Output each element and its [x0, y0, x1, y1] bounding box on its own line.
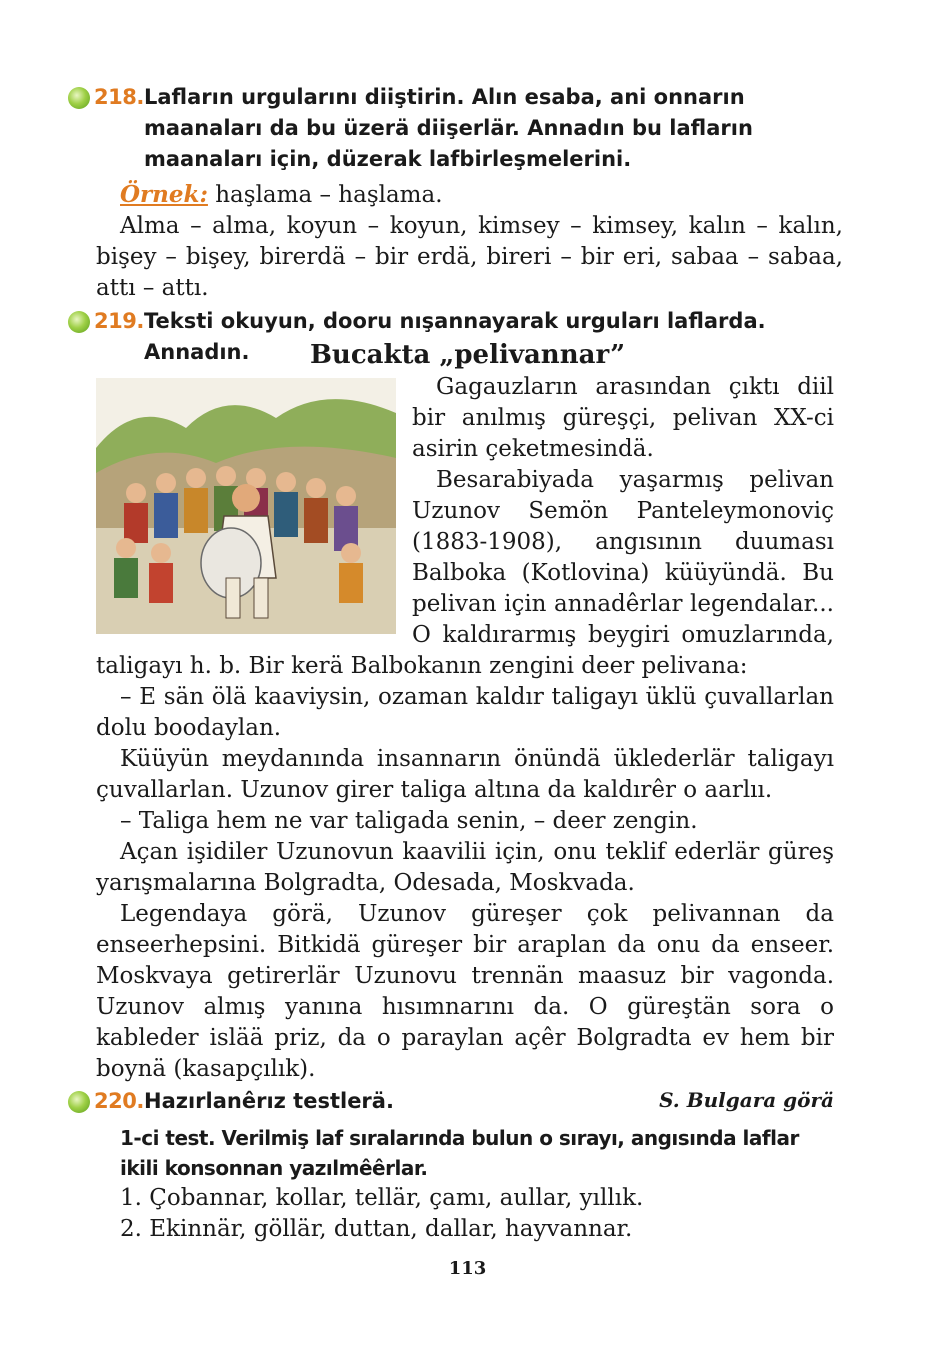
story-paragraph-5: – Taliga hem ne var taligada senin, – deer zengin. [120, 808, 698, 834]
page-number: 113 [448, 1258, 487, 1279]
story-paragraph-3: – E sän ölä kaaviysin, ozaman kaldır taligayı üklü çuvallarlan dolu boodaylan. [96, 684, 834, 741]
test-item-1: 1. Çobannar, kollar, tellär, çamı, aullar, yıllık. [120, 1185, 644, 1211]
story-paragraph-2: Besarabiyada yaşarmış pelivan Uzunov Semön Panteleymonoviç (1883-1908), angısının duuması Balboka (Kotlovina) küüyündä. Bu pelivan için annadêrlar legendalar... O kaldırarmış beygiri omuzlarında, taligayı h. b. Bir kerä Balbokanın zengini deer pelivana: [96, 467, 834, 679]
wrestlers-illustration [96, 378, 396, 634]
story-author: S. Bulgara görä [659, 1088, 834, 1112]
story-paragraph-1: Gagauzların arasından çıktı diil bir anılmış güreşçi, pelivan XX-ci asirin çeketmesindä. [412, 374, 834, 462]
exercise-bullet-icon [68, 87, 90, 109]
story-paragraph-6: Açan işidiler Uzunovun kaavilii için, onu teklif ederlär güreş yarışmalarına Bolgradta, Odesada, Moskvada. [96, 839, 834, 896]
exercise-218-body: Alma – alma, koyun – koyun, kimsey – kimsey, kalın – kalın, bişey – bişey, birerdä – bir erdä, bireri – bir eri, sabaa – sabaa, attı – attı. [96, 213, 843, 301]
test-item-2: 2. Ekinnär, göllär, duttan, dallar, hayvannar. [120, 1216, 633, 1242]
exercise-220-header [68, 1086, 843, 1117]
example-text: haşlama – haşlama. [207, 182, 443, 208]
exercise-instruction: Hazırlanêrız testlerä. [144, 1089, 394, 1113]
story-title: Bucakta „pelivannar” [309, 340, 626, 370]
test-heading: 1-ci test. Verilmiş laf sıralarında bulun o sırayı, angısında laflar ikili konsonnan yazılmêêrlar. [120, 1126, 799, 1180]
exercise-bullet-icon [68, 311, 90, 333]
exercise-number: 220. [94, 1089, 144, 1113]
exercise-218-header [68, 82, 843, 175]
story-text [96, 372, 834, 1115]
exercise-number: 219. [94, 309, 144, 333]
example-label: Örnek: [120, 181, 208, 208]
exercise-220 [68, 1086, 843, 1245]
exercise-bullet-icon [68, 1091, 90, 1113]
exercise-number: 218. [94, 85, 144, 109]
exercise-instruction: Teksti okuyun, dooru nışannayarak urguları laflarda. Annadın. [144, 309, 766, 364]
exercise-218 [68, 82, 843, 304]
story-paragraph-7: Legendaya görä, Uzunov güreşer çok pelivannan da enseerhepsini. Bitkidä güreşer bir araplan da onu da enseer. Moskvaya getirerlär Uzunovu trennän maasuz bir vagonda. Uzunov almış yanına hısımnarını da. O güreştän sora o kableder islää priz, da o paraylan açêr Bolgradta ev hem bir boynä (kasapçılık). [96, 901, 834, 1082]
exercise-instruction: Lafların urgularını diiştirin. Alın esaba, ani onnarın maanaları da bu üzerä diişerlär. Annadın bu lafların maanaları için, düzerak lafbirleşmelerini. [144, 85, 753, 171]
example-line [68, 179, 843, 211]
story-paragraph-4: Küüyün meydanında insannarın önündä üklederlär taligayı çuvallarlan. Uzunov girer taliga altına da kaldırêr o aarlıı. [96, 746, 834, 803]
test-block [68, 1123, 843, 1245]
